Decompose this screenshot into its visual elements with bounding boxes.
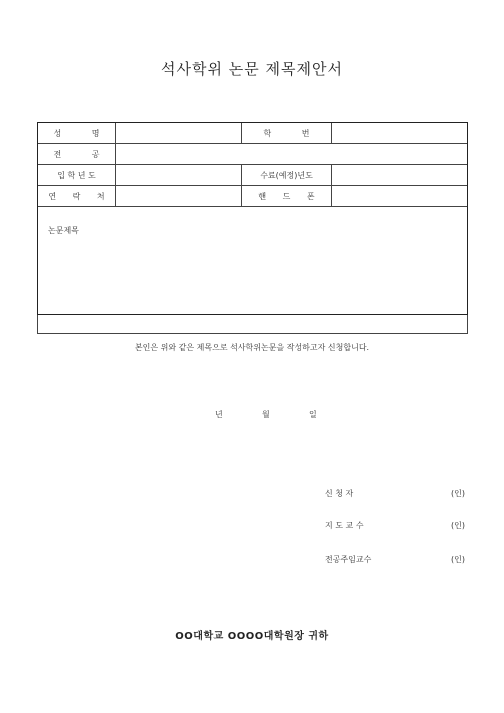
student-id-field[interactable] bbox=[332, 123, 468, 144]
department-head-label: 전공주임교수 bbox=[325, 555, 372, 564]
application-form-table bbox=[37, 122, 468, 334]
completion-year-label: 수료(예정)년도 bbox=[242, 165, 332, 186]
thesis-title-field[interactable] bbox=[38, 207, 468, 334]
entrance-year-label: 입 학 년 도 bbox=[38, 165, 116, 186]
mobile-label: 핸 드 폰 bbox=[242, 186, 332, 207]
applicant-label: 신 청 자 bbox=[325, 489, 354, 498]
contact-label: 연 락 처 bbox=[38, 186, 116, 207]
document-title: 석사학위 논문 제목제안서 bbox=[161, 60, 343, 78]
form-row-years bbox=[38, 165, 468, 186]
date-year: 년 bbox=[215, 410, 223, 419]
mobile-field[interactable] bbox=[332, 186, 468, 207]
recipient-line: OO대학교 OOOO대학원장 귀하 bbox=[175, 631, 329, 642]
entrance-year-field[interactable] bbox=[116, 165, 242, 186]
applicant-seal-mark: (인) bbox=[451, 489, 465, 498]
name-label: 성 명 bbox=[38, 123, 116, 144]
contact-field[interactable] bbox=[116, 186, 242, 207]
name-field[interactable] bbox=[116, 123, 242, 144]
department-head-seal-mark: (인) bbox=[451, 555, 465, 564]
major-field[interactable] bbox=[116, 144, 468, 165]
completion-year-field[interactable] bbox=[332, 165, 468, 186]
date-month: 월 bbox=[262, 410, 270, 419]
application-statement: 본인은 위와 같은 제목으로 석사학위논문을 작성하고자 신청합니다. bbox=[134, 343, 370, 352]
advisor-label: 지 도 교 수 bbox=[325, 521, 364, 530]
major-label: 전 공 bbox=[38, 144, 116, 165]
date-day: 일 bbox=[309, 410, 317, 419]
student-id-label: 학 번 bbox=[242, 123, 332, 144]
form-row-name bbox=[38, 123, 468, 144]
form-row-major bbox=[38, 144, 468, 165]
form-row-thesis-title bbox=[38, 207, 468, 334]
form-row-contact bbox=[38, 186, 468, 207]
advisor-seal-mark: (인) bbox=[451, 521, 465, 530]
thesis-title-label: 논문제목 bbox=[48, 226, 79, 235]
